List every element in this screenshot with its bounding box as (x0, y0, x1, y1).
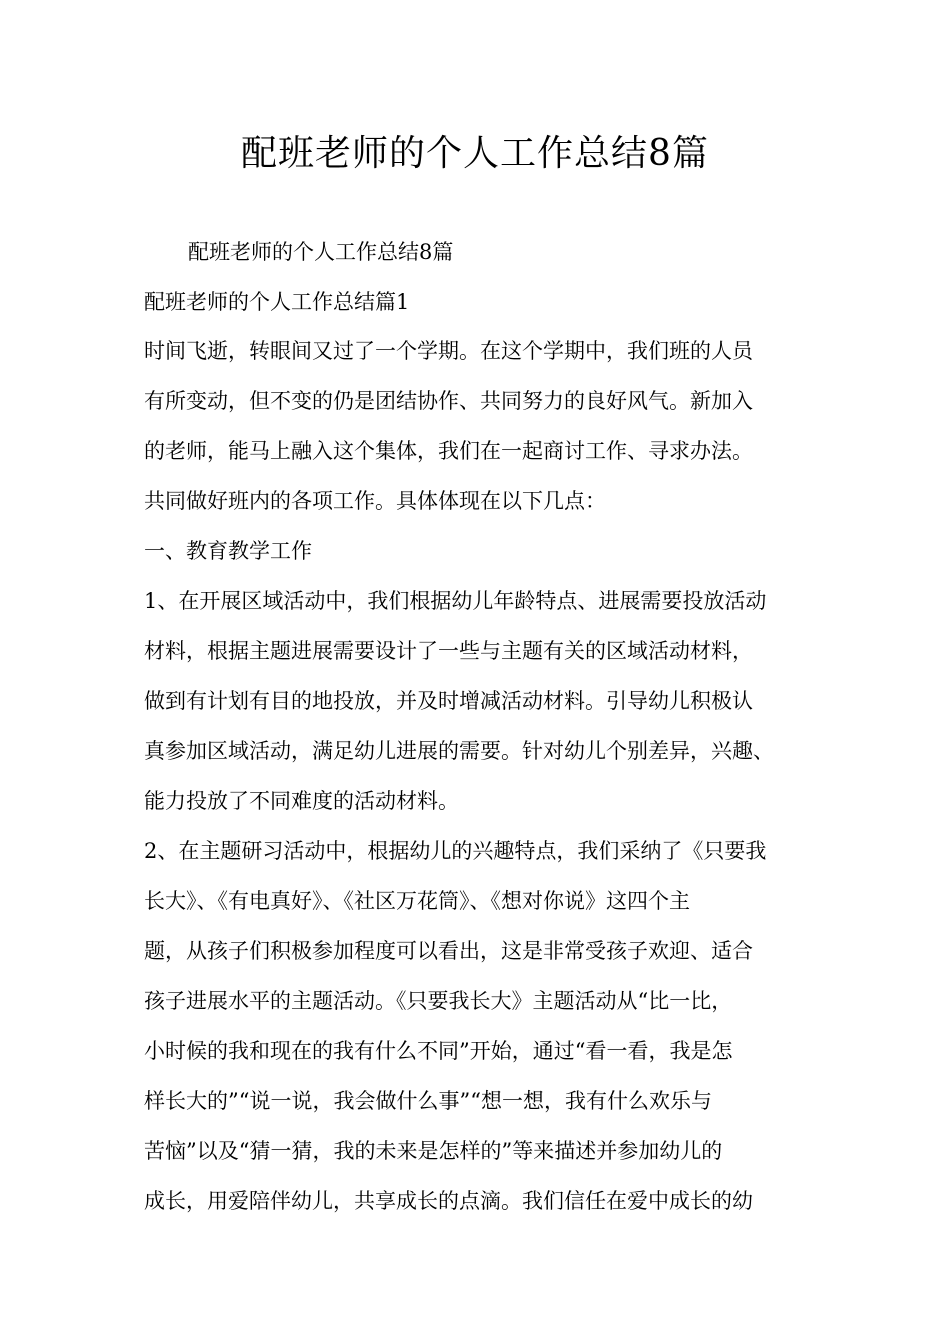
paragraph-line: 长大》、《有电真好》、《社区万花筒》、《想对你说》这四个主 (144, 889, 690, 913)
paragraph-line: 的老师，能马上融入这个集体，我们在一起商讨工作、寻求办法。 (144, 439, 753, 463)
paragraph-line: 孩子进展水平的主题活动。《只要我长大》主题活动从“比一比， (144, 989, 733, 1013)
paragraph-line: 真参加区域活动，满足幼儿进展的需要。针对幼儿个别差异，兴趣、 (144, 739, 774, 763)
paragraph-line: 2、在主题研习活动中，根据幼儿的兴趣特点，我们采纳了《只要我 (144, 839, 767, 863)
paragraph-line: 成长，用爱陪伴幼儿，共享成长的点滴。我们信任在爱中成长的幼 (144, 1189, 753, 1213)
paragraph-line: 共同做好班内的各项工作。具体体现在以下几点： (144, 489, 606, 513)
paragraph-line: 苦恼”以及“猜一猜，我的未来是怎样的”等来描述并参加幼儿的 (144, 1139, 723, 1163)
paragraph-line: 有所变动，但不变的仍是团结协作、共同努力的良好风气。新加入 (144, 389, 753, 413)
paragraph-line: 1、在开展区域活动中，我们根据幼儿年龄特点、进展需要投放活动 (144, 589, 767, 613)
paragraph-line: 样长大的”“说一说，我会做什么事”“想一想，我有什么欢乐与 (144, 1089, 712, 1113)
document-subtitle: 配班老师的个人工作总结8篇 (188, 240, 454, 264)
paragraph-line: 小时候的我和现在的我有什么不同”开始，通过“看一看，我是怎 (144, 1039, 733, 1063)
document-title: 配班老师的个人工作总结8篇 (241, 133, 709, 174)
paragraph-line: 材料，根据主题进展需要设计了一些与主题有关的区域活动材料， (144, 639, 753, 663)
section-heading: 配班老师的个人工作总结篇1 (144, 290, 410, 314)
subsection-heading: 一、教育教学工作 (144, 539, 312, 563)
paragraph-line: 题，从孩子们积极参加程度可以看出，这是非常受孩子欢迎、适合 (144, 939, 753, 963)
paragraph-line: 时间飞逝，转眼间又过了一个学期。在这个学期中，我们班的人员 (144, 339, 753, 363)
paragraph-line: 做到有计划有目的地投放，并及时增减活动材料。引导幼儿积极认 (144, 689, 753, 713)
paragraph-line: 能力投放了不同难度的活动材料。 (144, 789, 459, 813)
